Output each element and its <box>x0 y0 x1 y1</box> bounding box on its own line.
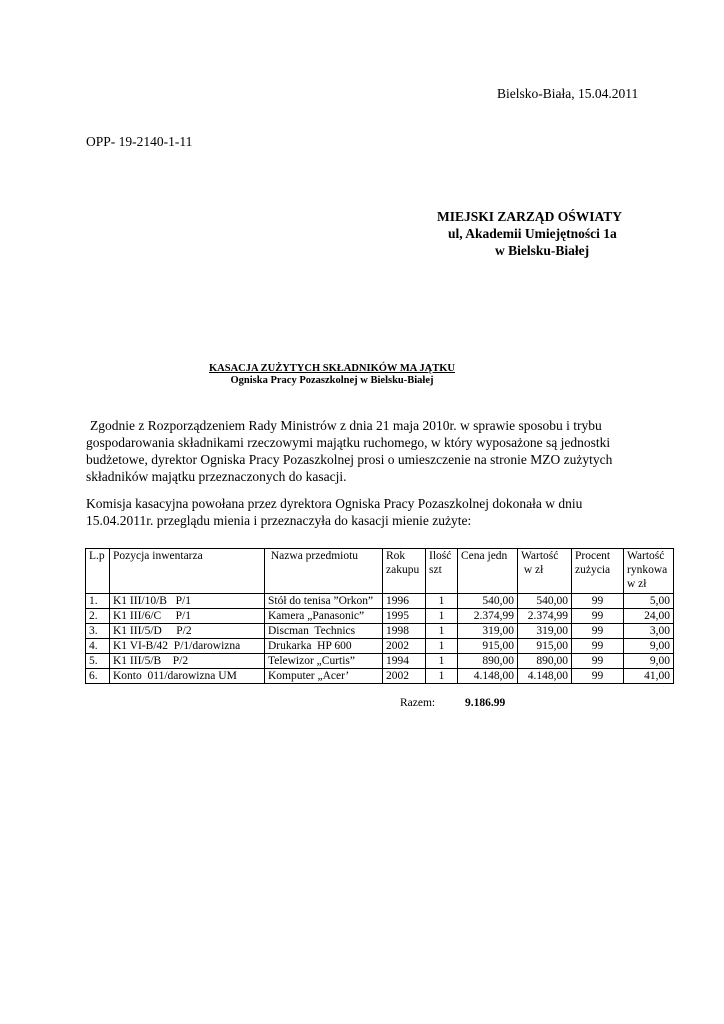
cell-unit-price: 915,00 <box>458 639 518 654</box>
cell-position: K1 VI-B/42 P/1/darowizna <box>110 639 265 654</box>
intro-paragraph <box>86 417 646 485</box>
cell-lp: 3. <box>86 624 110 639</box>
cell-wear: 99 <box>572 639 624 654</box>
cell-market-value: 3,00 <box>624 624 674 639</box>
table-header-row <box>86 549 674 594</box>
col-header-name: Nazwa przedmiotu <box>265 549 383 594</box>
cell-unit-price: 319,00 <box>458 624 518 639</box>
cell-qty: 1 <box>426 594 458 609</box>
col-header-wear: Procent zużycia <box>572 549 624 594</box>
recipient-name: MIEJSKI ZARZĄD OŚWIATY <box>437 209 623 224</box>
cell-name: Stół do tenisa ”Orkon” <box>265 594 383 609</box>
cell-value: 915,00 <box>518 639 572 654</box>
title-main: KASACJA ZUŻYTYCH SKŁADNIKÓW MA JĄTKU <box>208 363 455 374</box>
cell-wear: 99 <box>572 624 624 639</box>
cell-name: Telewizor „Curtis” <box>265 654 383 669</box>
col-header-qty: Ilość szt <box>426 549 458 594</box>
cell-lp: 5. <box>86 654 110 669</box>
cell-market-value: 9,00 <box>624 639 674 654</box>
reference-number: OPP- 19-2140-1-11 <box>86 134 193 149</box>
cell-name: Komputer „Acer’ <box>265 669 383 684</box>
cell-position: K1 III/5/D P/2 <box>110 624 265 639</box>
cell-year: 1994 <box>383 654 426 669</box>
table-row <box>86 594 674 609</box>
cell-unit-price: 540,00 <box>458 594 518 609</box>
cell-qty: 1 <box>426 609 458 624</box>
table-row <box>86 654 674 669</box>
city-date: Bielsko-Biała, 15.04.2011 <box>497 86 639 101</box>
cell-name: Kamera „Panasonic” <box>265 609 383 624</box>
cell-market-value: 24,00 <box>624 609 674 624</box>
cell-year: 1996 <box>383 594 426 609</box>
cell-unit-price: 2.374,99 <box>458 609 518 624</box>
col-header-unit-price: Cena jedn <box>458 549 518 594</box>
cell-position: K1 III/5/B P/2 <box>110 654 265 669</box>
col-header-position: Pozycja inwentarza <box>110 549 265 594</box>
col-header-value: Wartość w zł <box>518 549 572 594</box>
cell-value: 890,00 <box>518 654 572 669</box>
cell-year: 2002 <box>383 669 426 684</box>
paragraph-line: Zgodnie z Rozporządzeniem Rady Ministrów z dnia 21 maja 2010r. w sprawie sposobu i trybu <box>90 418 602 433</box>
total-value: 9.186.99 <box>465 697 506 709</box>
commission-paragraph <box>86 495 646 529</box>
document-title <box>0 363 664 387</box>
title-subtitle: Ogniska Pracy Pozaszkolnej w Bielsku-Białej <box>230 375 434 386</box>
col-header-market-value: Wartość rynkowa w zł <box>624 549 674 594</box>
cell-market-value: 9,00 <box>624 654 674 669</box>
cell-wear: 99 <box>572 654 624 669</box>
paragraph-line: składników majątku przeznaczonych do kasacji. <box>86 469 347 484</box>
cell-wear: 99 <box>572 594 624 609</box>
cell-position: K1 III/6/C P/1 <box>110 609 265 624</box>
recipient-city: w Bielsku-Białej <box>495 243 590 258</box>
total-label: Razem: <box>400 697 436 709</box>
table-row <box>86 639 674 654</box>
inventory-table <box>85 548 674 684</box>
cell-market-value: 5,00 <box>624 594 674 609</box>
cell-lp: 4. <box>86 639 110 654</box>
cell-name: Drukarka HP 600 <box>265 639 383 654</box>
cell-value: 540,00 <box>518 594 572 609</box>
cell-qty: 1 <box>426 624 458 639</box>
cell-position: K1 III/10/B P/1 <box>110 594 265 609</box>
cell-wear: 99 <box>572 609 624 624</box>
cell-position: Konto 011/darowizna UM <box>110 669 265 684</box>
cell-unit-price: 890,00 <box>458 654 518 669</box>
cell-value: 319,00 <box>518 624 572 639</box>
cell-value: 4.148,00 <box>518 669 572 684</box>
cell-wear: 99 <box>572 669 624 684</box>
table-body <box>86 594 674 684</box>
recipient-address <box>437 208 622 259</box>
cell-qty: 1 <box>426 639 458 654</box>
paragraph-line: 15.04.2011r. przeglądu mienia i przeznaczyła do kasacji mienie zużyte: <box>86 513 472 528</box>
cell-market-value: 41,00 <box>624 669 674 684</box>
recipient-street: ul, Akademii Umiejętności 1a <box>448 226 617 241</box>
cell-year: 2002 <box>383 639 426 654</box>
cell-qty: 1 <box>426 654 458 669</box>
table-row <box>86 669 674 684</box>
col-header-year: Rok zakupu <box>383 549 426 594</box>
cell-qty: 1 <box>426 669 458 684</box>
paragraph-line: Komisja kasacyjna powołana przez dyrektora Ogniska Pracy Pozaszkolnej dokonała w dniu <box>86 496 583 511</box>
cell-lp: 6. <box>86 669 110 684</box>
table-row <box>86 624 674 639</box>
col-header-lp: L.p <box>86 549 110 594</box>
cell-lp: 2. <box>86 609 110 624</box>
cell-unit-price: 4.148,00 <box>458 669 518 684</box>
cell-value: 2.374,99 <box>518 609 572 624</box>
cell-name: Discman Technics <box>265 624 383 639</box>
cell-lp: 1. <box>86 594 110 609</box>
table-row <box>86 609 674 624</box>
paragraph-line: budżetowe, dyrektor Ogniska Pracy Pozaszkolnej prosi o umieszczenie na stronie MZO zużytych <box>86 452 613 467</box>
cell-year: 1995 <box>383 609 426 624</box>
paragraph-line: gospodarowania składnikami rzeczowymi majątku ruchomego, w który wyposażone są jednostki <box>86 435 611 450</box>
cell-year: 1998 <box>383 624 426 639</box>
